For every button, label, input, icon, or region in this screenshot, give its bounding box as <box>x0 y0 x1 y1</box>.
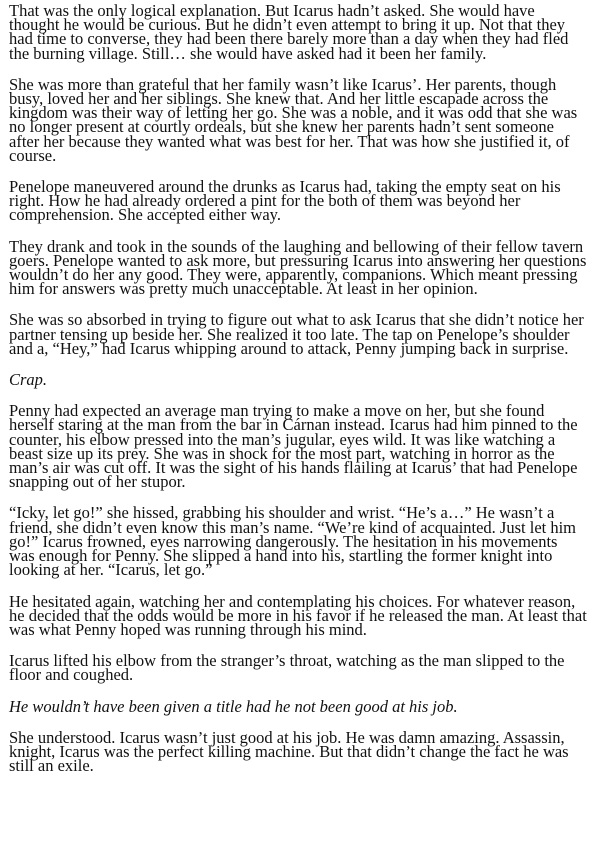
paragraph: Penny had expected an average man trying to make a move on her, but she found herself staring at the man from the bar in Cárnan instead. Icarus had him pinned to the counter, his elbow pressed into the man’s jugular, eyes wild. It was like watching a beast size up its prey. She was in shock for the most part, watching in horror as the man’s air was cut off. It was the sight of his hands flailing at Icarus’ that had Penelope snapping out of her stupor. <box>9 401 578 492</box>
paragraph: Icarus lifted his elbow from the stranger’s throat, watching as the man slipped to the floor and coughed. <box>9 651 565 685</box>
paragraph: Penelope maneuvered around the drunks as Icarus had, taking the empty seat on his right. How he had already ordered a pint for the both of them was beyond her comprehension. She accepted either way. <box>9 177 561 225</box>
italic-paragraph: He wouldn’t have been given a title had he not been good at his job. <box>9 696 458 716</box>
paragraph: “Icky, let go!” she hissed, grabbing his shoulder and wrist. “He’s a…” He wasn’t a friend, she didn’t even know this man’s name. “We’re kind of acquainted. Just let him go!” Icarus frowned, eyes narrowing dangerously. The hesitation in his movements was enough for Penny. She slipped a hand into his, startling the former knight into looking at her. “Icarus, let go.” <box>9 503 577 580</box>
paragraph: They drank and took in the sounds of the laughing and bellowing of their fellow tavern goers. Penelope wanted to ask more, but pressuring Icarus into answering her questions wouldn’t do her any good. They were, apparently, companions. Which meant pressing him for answers was pretty much unacceptable. At least in her opinion. <box>9 236 587 299</box>
italic-paragraph: Crap. <box>9 370 48 390</box>
paragraph: That was the only logical explanation. But Icarus hadn’t asked. She would have thought he would be curious. But he didn’t even attempt to bring it up. Not that they had time to converse, they had been there barely more than a day when they had fled the burning village. Still… she would have asked had it been her family. <box>9 1 569 63</box>
paragraph: She understood. Icarus wasn’t just good at his job. He was damn amazing. Assassin, knight, Icarus was the perfect killing machine. But that didn’t change the fact he was still an exile. <box>9 727 569 776</box>
paragraph: She was so absorbed in trying to figure out what to ask Icarus that she didn’t notice her partner tensing up beside her. She realized it too late. The tap on Penelope’s shoulder and a, “Hey,” had Icarus whipping around to attack, Penny jumping back in surprise. <box>9 310 584 358</box>
paragraph: She was more than grateful that her family wasn’t like Icarus’. Her parents, though busy, loved her and her siblings. She knew that. And her little escapade across the kingdom was their way of letting her go. She was a noble, and it was odd that she was no longer present at courtly ordeals, but she knew her parents hadn’t sent someone after her because they wanted what was best for her. That was how she justified it, of course. <box>9 74 578 165</box>
paragraph: He hesitated again, watching her and contemplating his choices. For whatever reason, he decided that the odds would be more in his favor if he released the man. At least that was what Penny hoped was running through his mind. <box>9 591 587 639</box>
